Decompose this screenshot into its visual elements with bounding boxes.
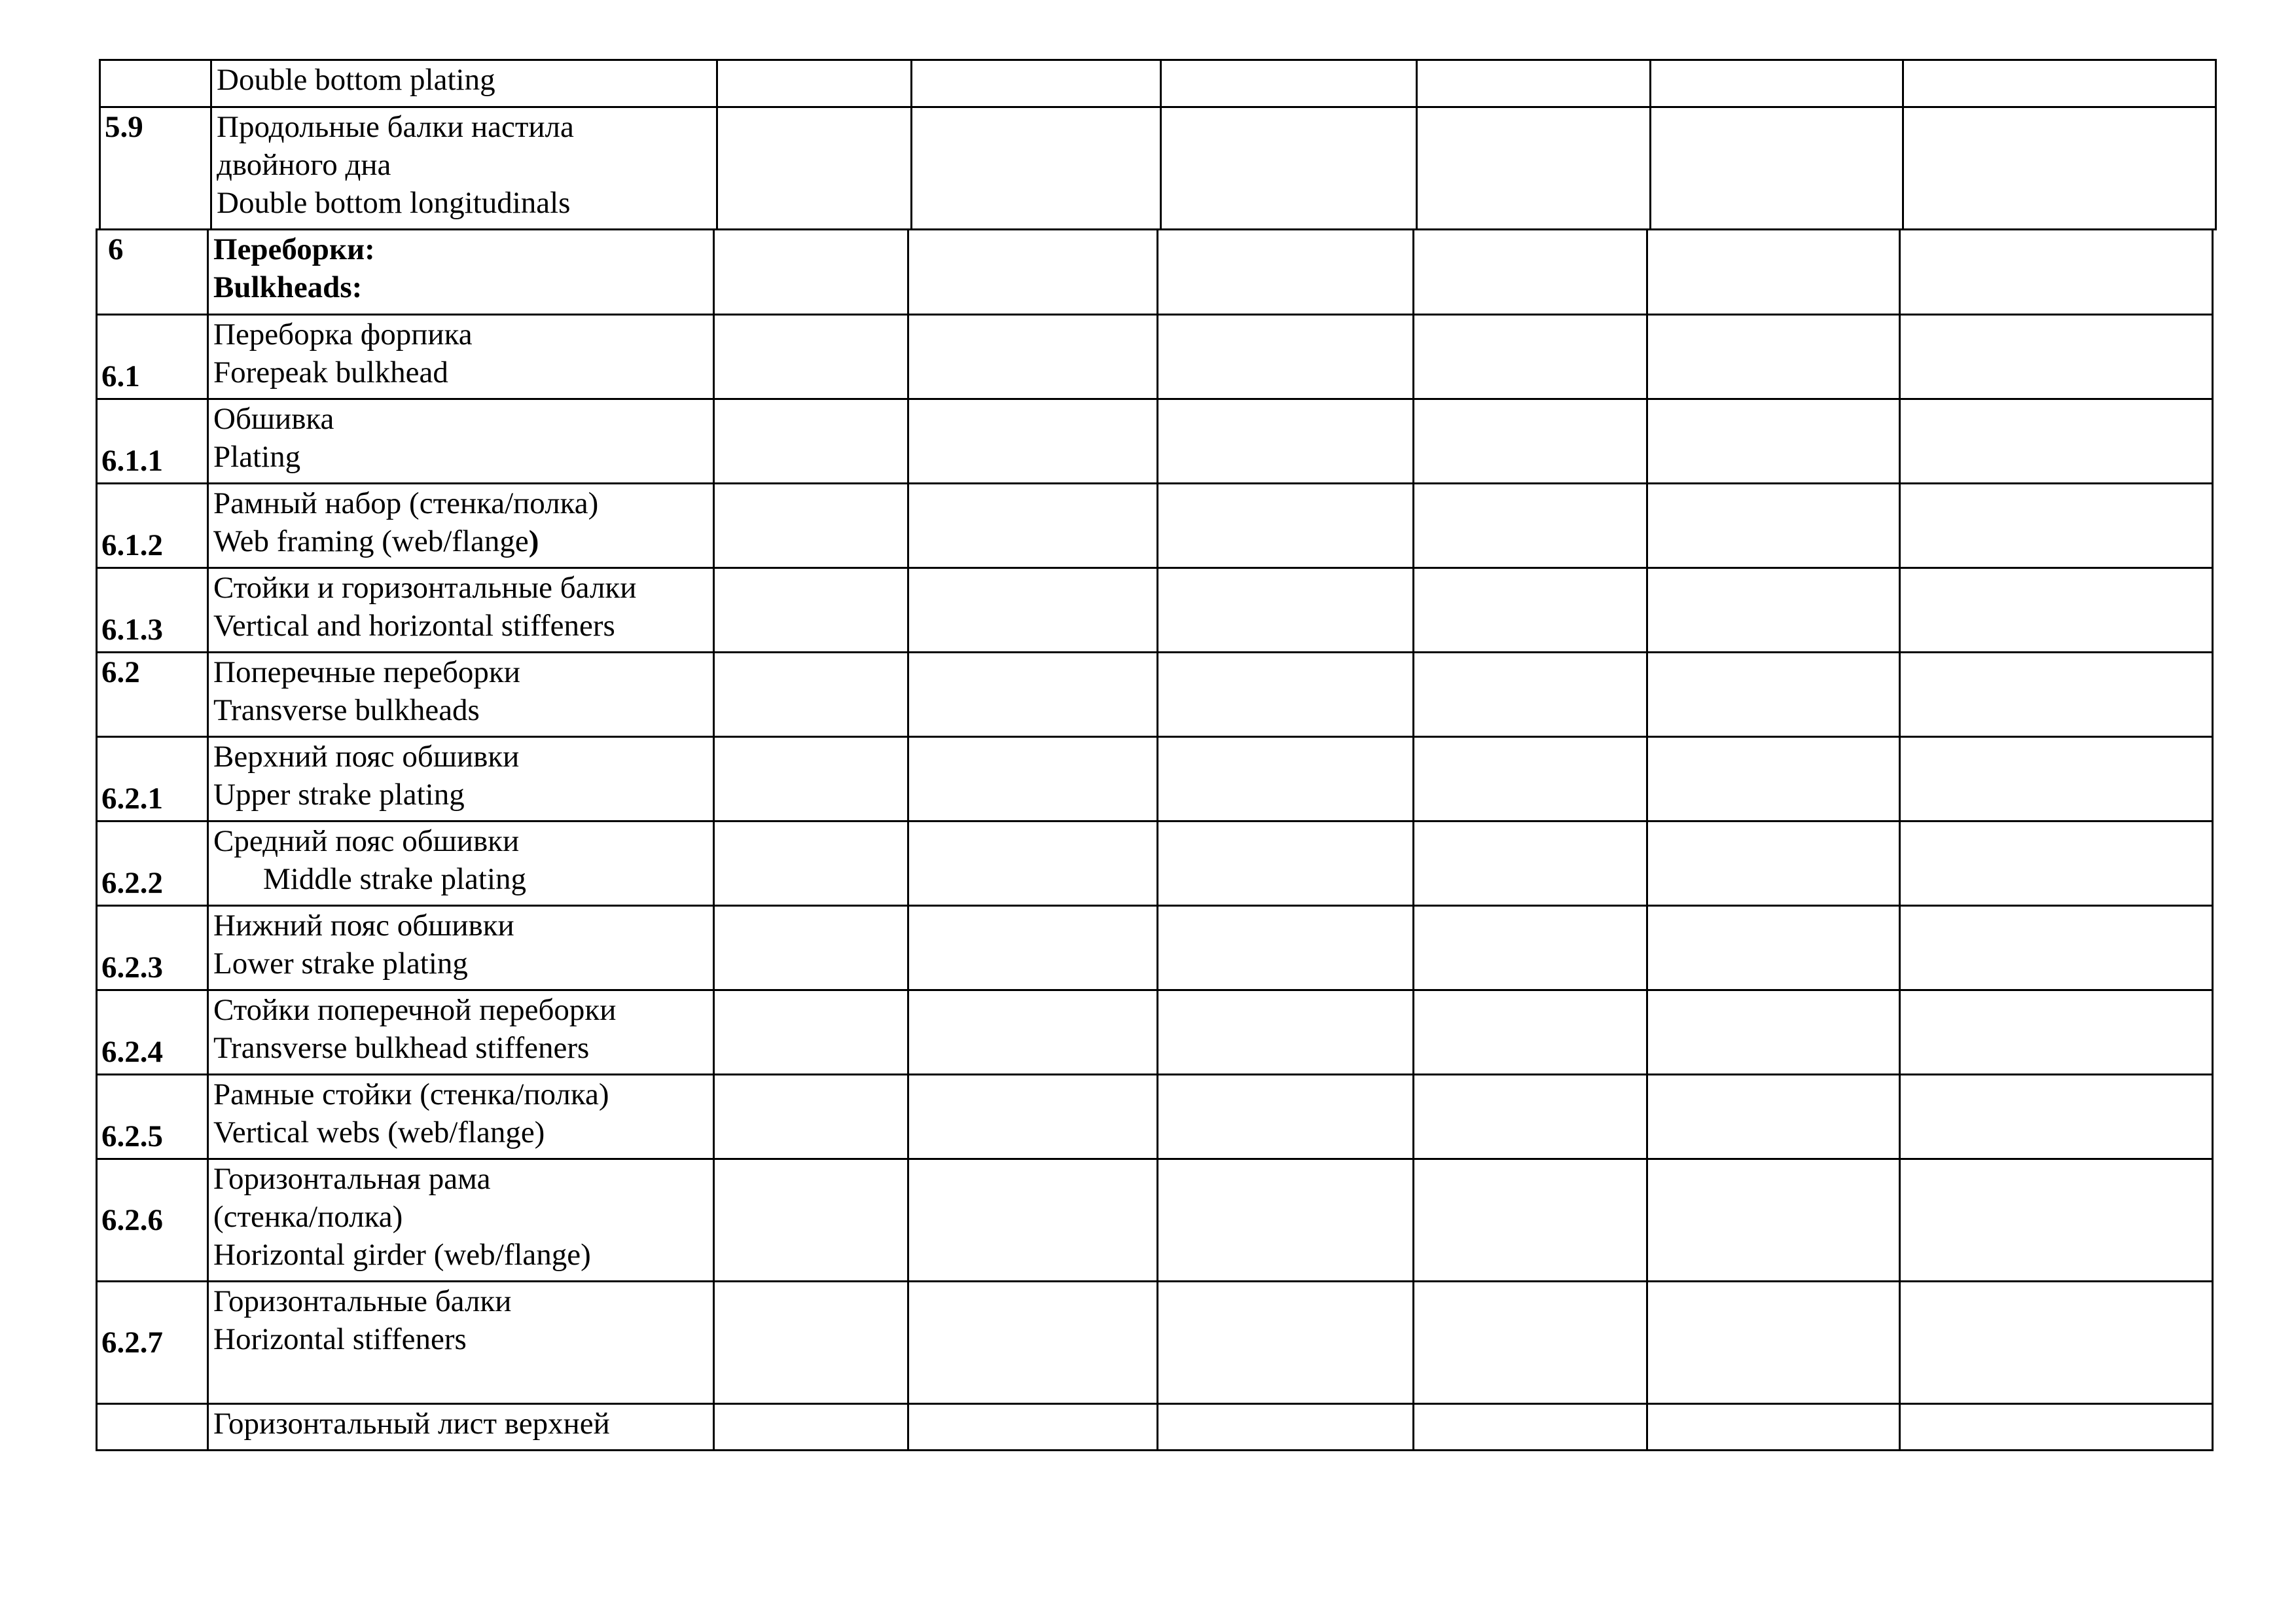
blank-cell[interactable] (1900, 399, 2213, 484)
blank-cell[interactable] (1900, 653, 2213, 737)
blank-cell[interactable] (1158, 399, 1414, 484)
blank-cell[interactable] (1903, 107, 2216, 230)
blank-cell[interactable] (714, 568, 908, 653)
blank-cell[interactable] (1647, 315, 1900, 399)
item-description: Горизонтальные балки Horizontal stiffeners (208, 1282, 714, 1404)
blank-cell[interactable] (1900, 484, 2213, 568)
blank-cell[interactable] (1414, 1075, 1647, 1159)
item-number: 6.1 (97, 315, 208, 399)
blank-cell[interactable] (714, 1075, 908, 1159)
blank-cell[interactable] (1414, 315, 1647, 399)
item-number: 6.2.7 (97, 1282, 208, 1404)
item-description: Продольные балки настила двойного дна Double bottom longitudinals (211, 107, 717, 230)
blank-cell[interactable] (714, 315, 908, 399)
blank-cell[interactable] (1414, 653, 1647, 737)
table-row (97, 653, 2213, 737)
item-number: 5.9 (100, 107, 211, 230)
blank-cell[interactable] (1414, 484, 1647, 568)
blank-cell[interactable] (1900, 1075, 2213, 1159)
blank-cell[interactable] (1414, 568, 1647, 653)
blank-cell[interactable] (1158, 315, 1414, 399)
blank-cell[interactable] (1900, 821, 2213, 906)
table-row (97, 399, 2213, 484)
item-number: 6.1.3 (97, 568, 208, 653)
item-description: Стойки и горизонтальные балки Vertical and horizontal stiffeners (208, 568, 714, 653)
blank-cell[interactable] (1158, 990, 1414, 1075)
blank-cell[interactable] (1414, 990, 1647, 1075)
blank-cell[interactable] (908, 230, 1158, 315)
blank-cell[interactable] (1161, 107, 1417, 230)
item-number: 6.1.1 (97, 399, 208, 484)
blank-cell[interactable] (1158, 1075, 1414, 1159)
blank-cell[interactable] (1414, 1282, 1647, 1404)
blank-cell[interactable] (1647, 1075, 1900, 1159)
item-description: Поперечные переборки Transverse bulkheads (208, 653, 714, 737)
blank-cell[interactable] (1158, 484, 1414, 568)
table-row (97, 315, 2213, 399)
blank-cell[interactable] (908, 821, 1158, 906)
blank-cell[interactable] (1647, 990, 1900, 1075)
table-row (100, 107, 2216, 230)
blank-cell[interactable] (1414, 821, 1647, 906)
blank-cell[interactable] (714, 737, 908, 821)
blank-cell[interactable] (1414, 906, 1647, 990)
blank-cell[interactable] (1903, 60, 2216, 107)
blank-cell[interactable] (1647, 568, 1900, 653)
blank-cell[interactable] (1900, 568, 2213, 653)
blank-cell[interactable] (1414, 737, 1647, 821)
blank-cell[interactable] (908, 990, 1158, 1075)
blank-cell[interactable] (1900, 1282, 2213, 1404)
blank-cell[interactable] (1158, 1159, 1414, 1282)
blank-cell[interactable] (717, 107, 912, 230)
blank-cell[interactable] (908, 737, 1158, 821)
blank-cell[interactable] (1158, 230, 1414, 315)
item-number: 6.2.2 (97, 821, 208, 906)
table-row (97, 568, 2213, 653)
blank-cell[interactable] (1647, 399, 1900, 484)
section-heading: Переборки: Bulkheads: (208, 230, 714, 315)
blank-cell[interactable] (1158, 1404, 1414, 1451)
item-number: 6.2.5 (97, 1075, 208, 1159)
table-row (97, 906, 2213, 990)
item-number: 6.1.2 (97, 484, 208, 568)
blank-cell[interactable] (1647, 906, 1900, 990)
blank-cell[interactable] (1900, 990, 2213, 1075)
item-number (100, 60, 211, 107)
blank-cell[interactable] (1647, 484, 1900, 568)
blank-cell[interactable] (1900, 315, 2213, 399)
item-description: Горизонтальный лист верхней (208, 1404, 714, 1451)
blank-cell[interactable] (912, 60, 1161, 107)
blank-cell[interactable] (1414, 1404, 1647, 1451)
blank-cell[interactable] (908, 1404, 1158, 1451)
blank-cell[interactable] (714, 1282, 908, 1404)
blank-cell[interactable] (714, 399, 908, 484)
blank-cell[interactable] (1158, 906, 1414, 990)
item-number: 6.2.4 (97, 990, 208, 1075)
blank-cell[interactable] (908, 484, 1158, 568)
item-description: Нижний пояс обшивки Lower strake plating (208, 906, 714, 990)
blank-cell[interactable] (908, 1159, 1158, 1282)
blank-cell[interactable] (714, 653, 908, 737)
blank-cell[interactable] (1647, 653, 1900, 737)
blank-cell[interactable] (1414, 230, 1647, 315)
blank-cell[interactable] (1647, 821, 1900, 906)
item-number (97, 1404, 208, 1451)
table-row (97, 230, 2213, 315)
blank-cell[interactable] (908, 568, 1158, 653)
blank-cell[interactable] (714, 821, 908, 906)
table-row (97, 1159, 2213, 1282)
blank-cell[interactable] (1161, 60, 1417, 107)
blank-cell[interactable] (1900, 230, 2213, 315)
inspection-table-top (99, 59, 2217, 230)
blank-cell[interactable] (908, 399, 1158, 484)
blank-cell[interactable] (1414, 1159, 1647, 1282)
blank-cell[interactable] (1158, 568, 1414, 653)
blank-cell[interactable] (912, 107, 1161, 230)
table-row (100, 60, 2216, 107)
table-row (97, 1404, 2213, 1451)
blank-cell[interactable] (1414, 399, 1647, 484)
blank-cell[interactable] (1647, 1282, 1900, 1404)
blank-cell[interactable] (717, 60, 912, 107)
item-description: Верхний пояс обшивки Upper strake plating (208, 737, 714, 821)
item-description: Стойки поперечной переборки Transverse bulkhead stiffeners (208, 990, 714, 1075)
blank-cell[interactable] (1417, 60, 1651, 107)
item-description: Double bottom plating (211, 60, 717, 107)
blank-cell[interactable] (714, 1404, 908, 1451)
blank-cell[interactable] (908, 1075, 1158, 1159)
item-description: Рамные стойки (стенка/полка) Vertical webs (web/flange) (208, 1075, 714, 1159)
inspection-table-bulkheads (96, 228, 2214, 1451)
table-row (97, 821, 2213, 906)
item-description: Переборка форпика Forepeak bulkhead (208, 315, 714, 399)
blank-cell[interactable] (1647, 1159, 1900, 1282)
item-number: 6 (97, 230, 208, 315)
blank-cell[interactable] (1158, 1282, 1414, 1404)
blank-cell[interactable] (1900, 1404, 2213, 1451)
blank-cell[interactable] (1900, 1159, 2213, 1282)
blank-cell[interactable] (1900, 906, 2213, 990)
table-row (97, 737, 2213, 821)
blank-cell[interactable] (1158, 821, 1414, 906)
item-number: 6.2.1 (97, 737, 208, 821)
blank-cell[interactable] (1647, 230, 1900, 315)
item-number: 6.2.6 (97, 1159, 208, 1282)
blank-cell[interactable] (1651, 60, 1903, 107)
table-row (97, 1282, 2213, 1404)
blank-cell[interactable] (908, 315, 1158, 399)
blank-cell[interactable] (908, 653, 1158, 737)
blank-cell[interactable] (1647, 1404, 1900, 1451)
table-row (97, 990, 2213, 1075)
blank-cell[interactable] (714, 1159, 908, 1282)
blank-cell[interactable] (1158, 737, 1414, 821)
item-number: 6.2.3 (97, 906, 208, 990)
blank-cell[interactable] (908, 906, 1158, 990)
blank-cell[interactable] (1900, 737, 2213, 821)
blank-cell[interactable] (714, 484, 908, 568)
blank-cell[interactable] (714, 906, 908, 990)
table-row (97, 1075, 2213, 1159)
blank-cell[interactable] (1647, 737, 1900, 821)
item-description: Обшивка Plating (208, 399, 714, 484)
item-description: Горизонтальная рама (стенка/полка) Horizontal girder (web/flange) (208, 1159, 714, 1282)
item-description: Рамный набор (стенка/полка) Web framing (web/flange) (208, 484, 714, 568)
item-number: 6.2 (97, 653, 208, 737)
blank-cell[interactable] (908, 1282, 1158, 1404)
blank-cell[interactable] (1651, 107, 1903, 230)
blank-cell[interactable] (714, 990, 908, 1075)
blank-cell[interactable] (1158, 653, 1414, 737)
blank-cell[interactable] (714, 230, 908, 315)
item-description: Средний пояс обшивки Middle strake plating (208, 821, 714, 906)
blank-cell[interactable] (1417, 107, 1651, 230)
table-row (97, 484, 2213, 568)
